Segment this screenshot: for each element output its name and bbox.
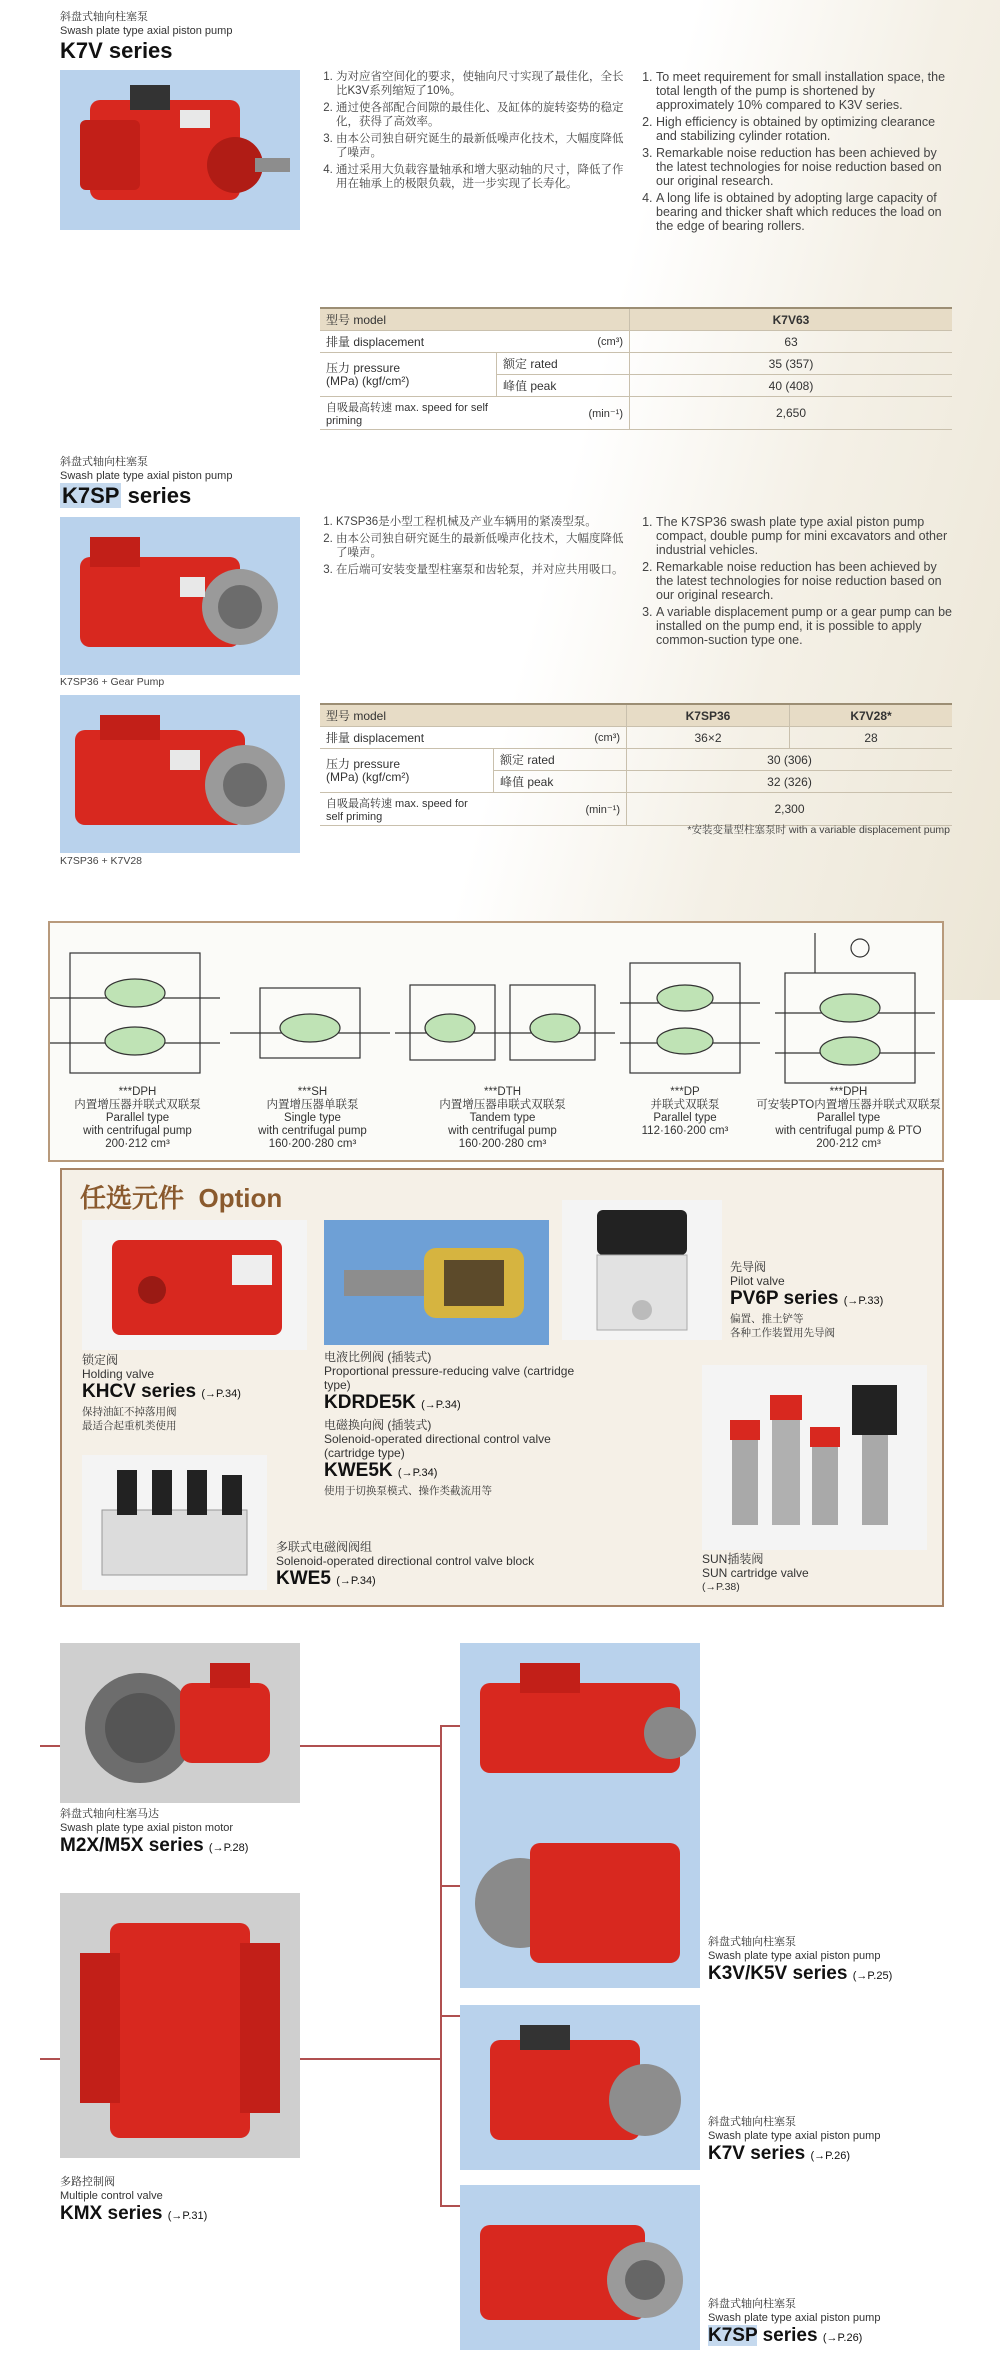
k3v-photo-1: [460, 1643, 700, 1803]
k7sp-gear-photo: [60, 517, 300, 675]
pv6p-ref: (→P.33): [843, 1295, 884, 1307]
diagram-2-en2: with centrifugal pump: [258, 1125, 367, 1137]
motor-zh: 斜盘式轴向柱塞马达: [60, 1808, 159, 1820]
k7sp-press-unit: (MPa) (kgf/cm²): [326, 769, 410, 784]
diagram-2-zh: 内置增压器单联泵: [266, 1099, 359, 1111]
pv6p-desc1: 偏置、推土铲等: [730, 1313, 804, 1325]
khcv-name: KHCV series: [82, 1381, 197, 1402]
option-title-en: Option: [198, 1183, 283, 1213]
pv6p-en: Pilot valve: [730, 1274, 785, 1288]
bottom-k7sp-photo: [460, 2185, 700, 2350]
khcv-ref: (→P.34): [201, 1388, 241, 1400]
k7v-note-en-3: 3. Remarkable noise reduction has been achieved by the latest technologies for noise reduction based on our original research.: [656, 146, 953, 188]
motor-text: [60, 1807, 320, 1859]
khcv-desc1: 保持油缸不掉落用阀: [82, 1406, 177, 1418]
khcv-zh: 锁定阀: [82, 1353, 119, 1367]
k7sp-speed-label: 自吸最高转速 max. speed for self priming: [320, 793, 494, 826]
k3v-photo-2: [460, 1803, 700, 1988]
option-title: [80, 1178, 282, 1215]
k7v-heading-en: Swash plate type axial piston pump: [60, 25, 233, 37]
pv6p-zh: 先导阀: [730, 1260, 767, 1274]
diagram-4-code: ***DP: [670, 1086, 700, 1098]
bottom-k7v-text: [708, 2115, 978, 2167]
k7v-disp-value: 63: [630, 331, 953, 353]
k7sp-peak-label: 峰值 peak: [494, 771, 627, 793]
motor-ref: (→P.28): [208, 1842, 249, 1854]
diagram-3-en1: Tandem type: [469, 1112, 536, 1124]
diagram-5-zh: 可安装PTO内置增压器并联式双联泵: [756, 1099, 941, 1111]
k7v-note-zh-2: 2. 通过使各部配合间隙的最佳化、及缸体的旋转姿势的稳定化，获得了高效率。: [336, 101, 628, 129]
diagram-3-zh: 内置增压器串联式双联泵: [439, 1099, 566, 1111]
k7v-disp-label: 排量 displacement: [320, 331, 497, 353]
kwe5k-en: Solenoid-operated directional control valve (cartridge type): [324, 1432, 551, 1460]
k3v-zh: 斜盘式轴向柱塞泵: [708, 1936, 796, 1948]
pv6p-photo: [562, 1200, 722, 1340]
kwe5-name: KWE5: [276, 1568, 331, 1589]
diagram-caption-3: [405, 1086, 600, 1151]
diagram-2-disp: 160·200·280 cm³: [268, 1138, 357, 1150]
k7sp-note-en-1: 1. The K7SP36 swash plate type axial piston pump compact, double pump for mini excavators and other industrial vehicles.: [656, 515, 953, 557]
diagram-4-disp: 112·160·200 cm³: [641, 1125, 729, 1137]
k7sp-speed-unit: (min⁻¹): [494, 793, 627, 826]
k7sp-series-highlight: K7SP: [62, 483, 120, 508]
k7v-speed-label: 自吸最高转速 max. speed for self priming: [320, 397, 497, 430]
bottom-k7v-ref: (→P.26): [810, 2150, 851, 2162]
k7v-peak-label: 峰值 peak: [497, 375, 630, 397]
k7v-note-zh-3: 3. 由本公司独自研究诞生的最新低噪声化技术，大幅度降低了噪声。: [336, 132, 628, 160]
sun-cartridge-photo: [702, 1365, 927, 1550]
diagram-caption-2: [225, 1086, 400, 1151]
diagram-1-en2: with centrifugal pump: [83, 1125, 192, 1137]
khcv-photo: [82, 1220, 307, 1350]
k7v-series-title: K7V series: [60, 38, 173, 63]
kdrde5k-name: KDRDE5K: [324, 1392, 416, 1413]
k7sp-header: [60, 455, 232, 509]
kwe5-ref: (→P.34): [336, 1575, 376, 1587]
k7sp-press-label: 压力 pressure: [326, 756, 401, 771]
diagram-3-code: ***DTH: [483, 1086, 522, 1098]
diagram-2-en1: Single type: [284, 1112, 341, 1124]
k7sp-k7v28-photo: [60, 695, 300, 853]
pv6p-name: PV6P series: [730, 1288, 839, 1309]
connector-kmx: [300, 2058, 440, 2060]
diagram-1-disp: 200·212 cm³: [105, 1138, 170, 1150]
motor-name: M2X/M5X series: [60, 1835, 204, 1856]
pv6p-desc2: 各种工作装置用先导阀: [730, 1327, 835, 1339]
kwe5-en: Solenoid-operated directional control valve block: [276, 1554, 535, 1568]
k7sp-note-zh-2: 2. 由本公司独自研究诞生的最新低噪声化技术，大幅度降低了噪声。: [336, 532, 628, 560]
diagram-1-zh: 内置增压器并联式双联泵: [74, 1099, 201, 1111]
sun-en: SUN cartridge valve: [702, 1566, 809, 1580]
option-panel: [60, 1168, 944, 1607]
k7v-heading-zh: 斜盘式轴向柱塞泵: [60, 11, 148, 23]
k7sp-model-1: K7SP36: [627, 704, 790, 727]
connector-vertical: [440, 1725, 442, 2205]
connector-k3v-bottom: [440, 1885, 460, 1887]
k7sp-rated-value: 30 (306): [627, 749, 953, 771]
k7v-notes-zh: [318, 70, 628, 194]
k7v-note-zh-4: 4. 通过采用大负载容量轴承和增大驱动轴的尺寸，降低了作用在轴承上的极限负载，进一步实现了长寿化。: [336, 163, 628, 191]
pv6p-text: [730, 1260, 930, 1340]
k7v-note-en-2: 2. High efficiency is obtained by optimizing clearance and stabilizing cylinder rotation.: [656, 115, 953, 143]
option-title-zh: 任选元件: [80, 1183, 185, 1213]
k7sp-note-zh-3: 3. 在后端可安装变量型柱塞泵和齿轮泵，并对应共用吸口。: [336, 563, 628, 577]
kwe5k-zh: 电磁换向阀 (插装式): [324, 1418, 432, 1432]
connector-k7v: [440, 2015, 460, 2017]
k7v-press-unit: (MPa) (kgf/cm²): [326, 373, 410, 388]
k7sp-heading-en: Swash plate type axial piston pump: [60, 470, 233, 482]
k7v-disp-unit: (cm³): [497, 331, 630, 353]
connector-motor-left: [40, 1745, 60, 1747]
diagram-5-en2: with centrifugal pump & PTO: [775, 1125, 922, 1137]
motor-en: Swash plate type axial piston motor: [60, 1822, 234, 1834]
diagram-caption-1: [50, 1086, 225, 1151]
k7v-model-value: K7V63: [630, 308, 953, 331]
k7sp-heading-zh: 斜盘式轴向柱塞泵: [60, 456, 148, 468]
k7v-speed-unit: (min⁻¹): [497, 397, 630, 430]
k7sp-disp-2: 28: [790, 727, 953, 749]
k7sp-photo2-caption: K7SP36 + K7V28: [60, 855, 143, 867]
k7sp-model-2: K7V28*: [790, 704, 953, 727]
k7sp-notes-zh: [318, 515, 628, 580]
k7sp-disp-label: 排量 displacement: [320, 727, 494, 749]
k7sp-peak-value: 32 (326): [627, 771, 953, 793]
khcv-text: [82, 1353, 312, 1433]
bottom-k7sp-en: Swash plate type axial piston pump: [708, 2312, 881, 2324]
bottom-k7sp-zh: 斜盘式轴向柱塞泵: [708, 2298, 796, 2310]
bottom-k7v-photo: [460, 2005, 700, 2170]
k7v-note-en-1: 1. To meet requirement for small installation space, the total length of the pump is shortened by approximately 10% compared to K3V series.: [656, 70, 953, 112]
kmx-en: Multiple control valve: [60, 2190, 163, 2202]
kdrde5k-en: Proportional pressure-reducing valve (cartridge type): [324, 1364, 575, 1392]
kwe5-zh: 多联式电磁阀阀组: [276, 1540, 373, 1554]
k7sp-spec-table: [320, 703, 952, 826]
diagram-5-code: ***DPH: [829, 1086, 868, 1098]
k3v-ref: (→P.25): [852, 1970, 893, 1982]
bottom-k7v-zh: 斜盘式轴向柱塞泵: [708, 2116, 796, 2128]
k7v-rated-value: 35 (357): [630, 353, 953, 375]
kdrde5k-text: [324, 1350, 584, 1416]
bottom-k7sp-name-rest: series: [757, 2325, 818, 2346]
k3v-text: [708, 1935, 978, 1987]
k7sp-photo1-caption: K7SP36 + Gear Pump: [60, 676, 165, 688]
diagram-1-code: ***DPH: [118, 1086, 157, 1098]
kdrde5k-photo: [324, 1220, 549, 1345]
kwe5k-name: KWE5K: [324, 1460, 393, 1481]
bottom-k7sp-text: [708, 2297, 978, 2349]
k7v-notes-en: [638, 70, 953, 236]
kmx-name: KMX series: [60, 2203, 163, 2224]
sun-zh: SUN插装阀: [702, 1552, 764, 1566]
kmx-text: [60, 2175, 320, 2227]
k7v-speed-value: 2,650: [630, 397, 953, 430]
bottom-k7v-name: K7V series: [708, 2143, 806, 2164]
connector-k3v-top: [440, 1725, 460, 1727]
k7sp-disp-1: 36×2: [627, 727, 790, 749]
kmx-ref: (→P.31): [167, 2210, 208, 2222]
diagram-3-en2: with centrifugal pump: [448, 1125, 557, 1137]
k7v-peak-value: 40 (408): [630, 375, 953, 397]
khcv-desc2: 最适合起重机类使用: [82, 1420, 177, 1432]
sun-text: [702, 1552, 902, 1594]
bottom-k7sp-name-highlight: K7SP: [708, 2325, 758, 2346]
sun-ref: (→P.38): [702, 1581, 740, 1593]
diagram-caption-4: [615, 1086, 755, 1138]
diagram-5-disp: 200·212 cm³: [816, 1138, 881, 1150]
k7v-press-label: 压力 pressure: [326, 360, 401, 375]
kwe5k-text: [324, 1418, 584, 1498]
kdrde5k-zh: 电液比例阀 (插装式): [324, 1350, 432, 1364]
bottom-k7sp-ref: (→P.26): [822, 2332, 863, 2344]
motor-photo: [60, 1643, 300, 1803]
k3v-en: Swash plate type axial piston pump: [708, 1950, 881, 1962]
k7v-spec-table: [320, 307, 952, 430]
kdrde5k-ref: (→P.34): [421, 1399, 461, 1411]
diagram-2-code: ***SH: [297, 1086, 328, 1098]
k7sp-note-zh-1: 1. K7SP36是小型工程机械及产业车辆用的紧凑型泵。: [336, 515, 628, 529]
k7sp-note-en-2: 2. Remarkable noise reduction has been achieved by the latest technologies for noise reduction based on our original research.: [656, 560, 953, 602]
connector-k7sp: [440, 2205, 460, 2207]
kmx-zh: 多路控制阀: [60, 2176, 115, 2188]
k7sp-notes-en: [638, 515, 953, 650]
k7v-header: [60, 10, 232, 64]
connector-kmx-left: [40, 2058, 60, 2060]
kwe5-text: [276, 1540, 646, 1592]
k7sp-table-footnote: *安装变量型柱塞泵时 with a variable displacement pump: [687, 824, 950, 836]
diagram-4-en1: Parallel type: [653, 1112, 717, 1124]
k7v-note-zh-1: 1. 为对应省空间化的要求，使轴向尺寸实现了最佳化，全长比K3V系列缩短了10%。: [336, 70, 628, 98]
k7sp-disp-unit: (cm³): [494, 727, 627, 749]
diagram-1-en1: Parallel type: [105, 1112, 170, 1124]
circuit-diagram-panel: [48, 921, 944, 1162]
kmx-photo: [60, 1893, 300, 2158]
kwe5k-ref: (→P.34): [397, 1467, 438, 1479]
k3v-name: K3V/K5V series: [708, 1963, 848, 1984]
diagram-3-disp: 160·200·280 cm³: [458, 1138, 547, 1150]
k7v-note-en-4: 4. A long life is obtained by adopting large capacity of bearing and thicker shaft which reduces the load on the edge of bearing rollers.: [656, 191, 953, 233]
diagram-4-zh: 并联式双联泵: [650, 1099, 720, 1111]
diagram-caption-5: [755, 1086, 942, 1151]
k7sp-speed-value: 2,300: [627, 793, 953, 826]
k7v-rated-label: 额定 rated: [497, 353, 630, 375]
k7v-pump-photo: [60, 70, 300, 230]
bottom-k7v-en: Swash plate type axial piston pump: [708, 2130, 881, 2142]
khcv-en: Holding valve: [82, 1367, 155, 1381]
kwe5-photo: [82, 1455, 267, 1590]
k7sp-note-en-3: 3. A variable displacement pump or a gear pump can be installed on the pump end, it is possible to apply common-suction type one.: [656, 605, 953, 647]
k7sp-model-label: 型号 model: [320, 704, 627, 727]
k7v-model-label: 型号 model: [320, 308, 630, 331]
diagram-5-en1: Parallel type: [816, 1112, 881, 1124]
kwe5k-desc: 使用于切换泵模式、操作类截流用等: [324, 1485, 492, 1497]
k7sp-rated-label: 额定 rated: [494, 749, 627, 771]
k7sp-series-rest: series: [121, 483, 192, 508]
connector-motor: [300, 1745, 440, 1747]
